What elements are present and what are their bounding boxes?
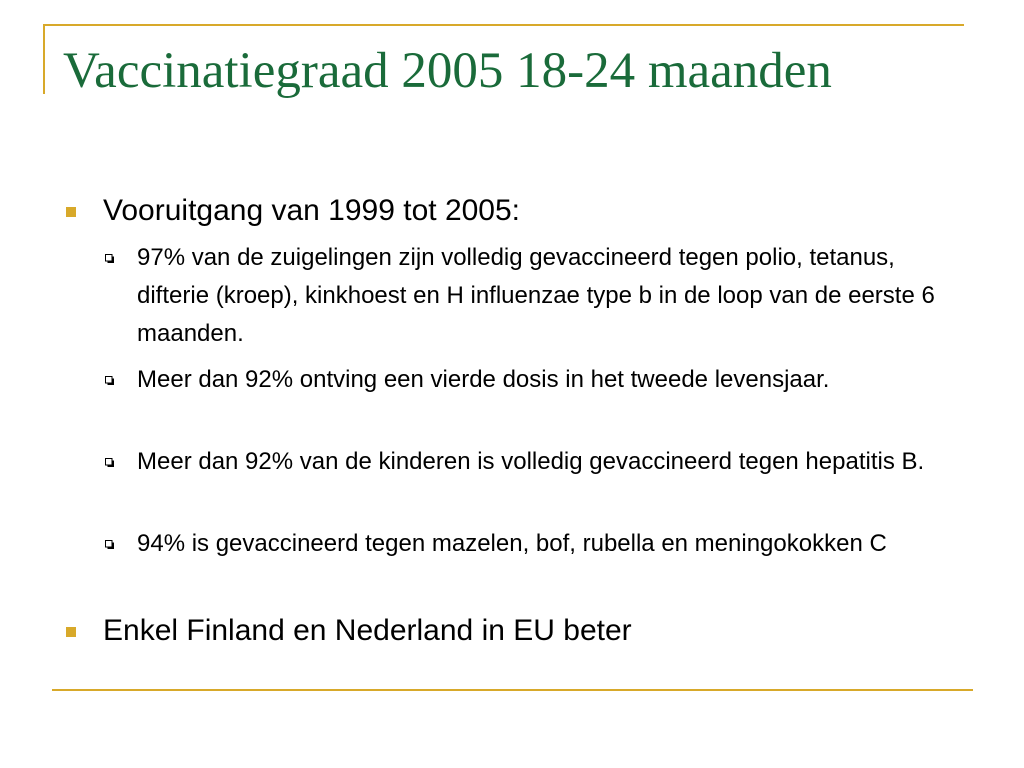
sub-bullet-text: 97% van de zuigelingen zijn volledig gevaccineerd tegen polio, tetanus, difterie (kroep), kinkhoest en H influenzae type b in de loop van de eerste 6 maanden. — [137, 244, 935, 347]
square-bullet-icon — [66, 627, 76, 637]
square-bullet-icon — [66, 207, 76, 217]
bullet-text: Enkel Finland en Nederland in EU beter — [103, 614, 632, 647]
sub-bullet-text: Meer dan 92% van de kinderen is volledig gevaccineerd tegen hepatitis B. — [137, 448, 925, 475]
sub-bullet-text: 94% is gevaccineerd tegen mazelen, bof, rubella en meningokokken C — [137, 530, 887, 557]
sub-bullet-text: Meer dan 92% ontving een vierde dosis in het tweede levensjaar. — [137, 366, 830, 393]
top-rule — [43, 24, 964, 26]
slide-title: Vaccinatiegraad 2005 18-24 maanden — [63, 43, 832, 99]
bottom-rule — [52, 689, 973, 691]
hollow-square-bullet-icon — [105, 540, 115, 550]
hollow-square-bullet-icon — [105, 254, 115, 264]
left-rule — [43, 24, 45, 94]
hollow-square-bullet-icon — [105, 458, 115, 468]
hollow-square-bullet-icon — [105, 376, 115, 386]
bullet-text: Vooruitgang van 1999 tot 2005: — [103, 194, 521, 227]
